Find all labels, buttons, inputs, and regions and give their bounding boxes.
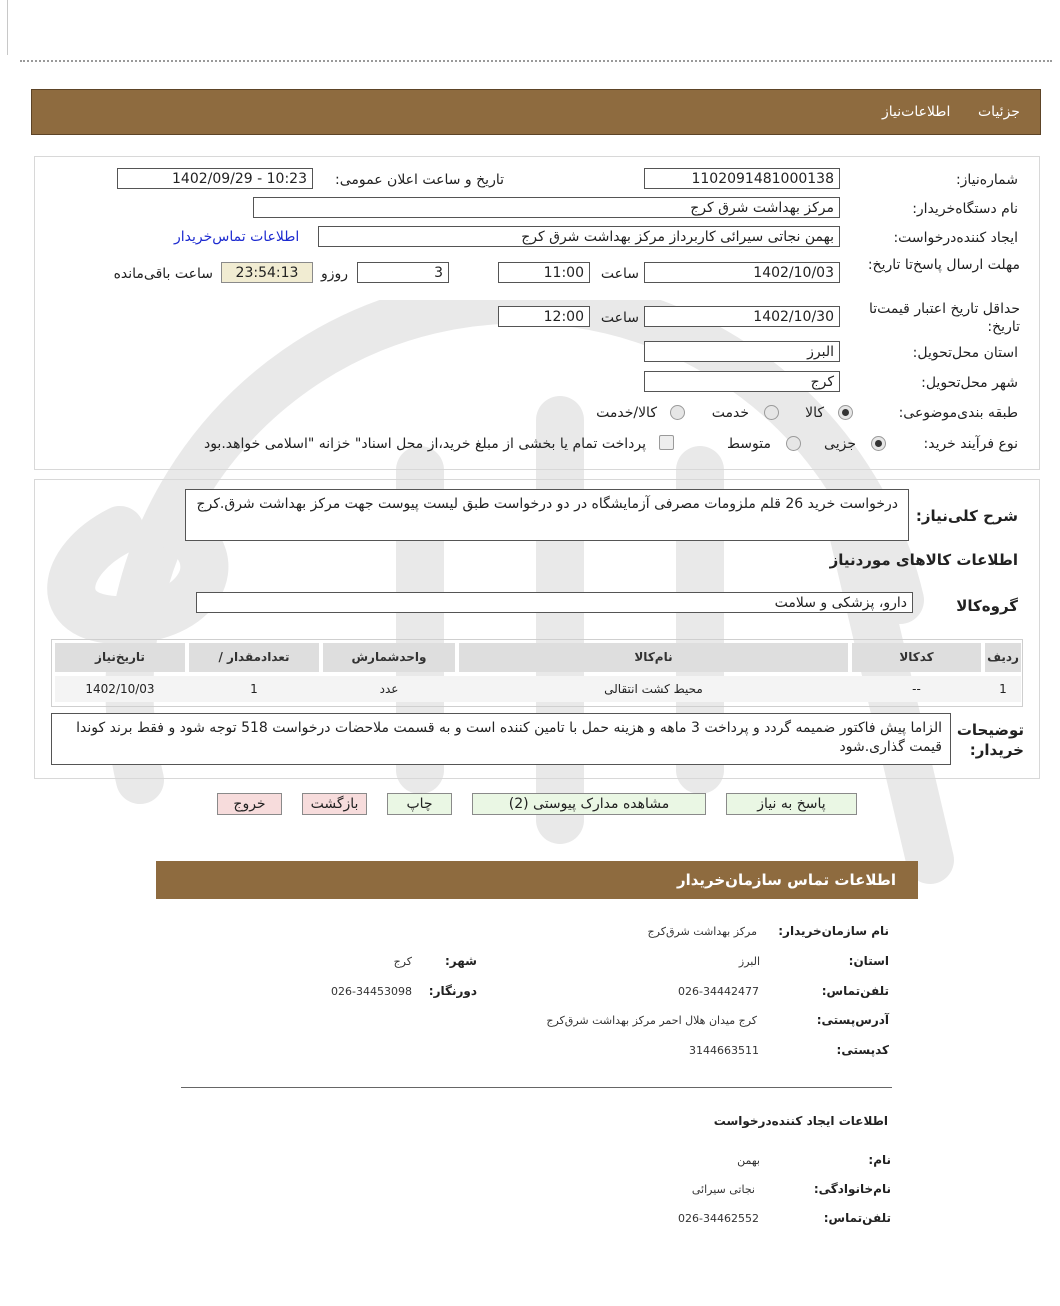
- remaining-label: ساعت باقی‌مانده: [113, 266, 213, 282]
- contact-divider: [181, 1087, 892, 1088]
- process-label: نوع فرآیند‌ خرید:: [923, 436, 1018, 452]
- validity-time-field: 12:00: [498, 306, 590, 327]
- contact-city-label: شهر:: [445, 954, 477, 968]
- summary-label: شرح کلی‌نیاز:: [915, 507, 1018, 525]
- th-code: کدکالا: [852, 643, 981, 672]
- remaining-time-field: 23:54:13: [221, 262, 313, 283]
- contact-province-label: استان:: [848, 954, 889, 968]
- print-button[interactable]: چاپ: [387, 793, 452, 815]
- postal-value: 3144663511: [689, 1044, 759, 1057]
- contact-city-value: کرج: [393, 955, 412, 968]
- address-label: آدرس‌پستی:: [816, 1013, 889, 1027]
- group-field: دارو، پزشکی و سلامت: [196, 592, 913, 613]
- category-goods-radio[interactable]: [838, 405, 853, 420]
- contact-province-value: البرز: [738, 955, 760, 968]
- buyer-org-field: مرکز بهداشت شرق کرج: [253, 197, 840, 218]
- process-medium-label: متوسط: [727, 436, 771, 452]
- creator-field: بهمن نجاتی سیرائی کاربرداز مرکز بهداشت شرق کرج: [318, 226, 840, 247]
- address-value: کرج میدان هلال احمر مرکز بهداشت شرق‌کرج: [546, 1014, 757, 1027]
- org-label: نام سازمان‌خریدار:: [778, 924, 889, 938]
- deadline-date-field: 1402/10/03: [644, 262, 840, 283]
- back-button[interactable]: بازگشت: [302, 793, 367, 815]
- notes-box: الزاما پیش فاکتور ضمیمه گردد و پرداخت 3 ماهه و هزینه حمل با تامین کننده است و به قسمت ملاحضات درخواست 518 توجه شود و فقط برند کوندا قیمت گذاری.شود: [51, 713, 951, 765]
- contact-title: اطلاعات تماس سازمان‌خریدار: [676, 871, 896, 889]
- payment-checkbox[interactable]: [659, 435, 674, 450]
- fax-value: 026-34453098: [331, 985, 412, 998]
- category-service-radio[interactable]: [764, 405, 779, 420]
- province-field: البرز: [644, 341, 840, 362]
- category-service-label: خدمت: [711, 405, 749, 421]
- process-medium-radio[interactable]: [786, 436, 801, 451]
- category-label: طبقه بندی‌موضوعی:: [898, 405, 1018, 421]
- tab-details[interactable]: جزئیات: [978, 104, 1020, 120]
- fax-label: دورنگار:: [428, 984, 477, 998]
- announce-label: تاریخ و ساعت اعلان عمومی:: [335, 172, 504, 188]
- th-name: نام‌کالا: [459, 643, 848, 672]
- tab-need-info[interactable]: اطلاعات‌نیاز: [882, 104, 951, 120]
- cell-row: 1: [999, 682, 1007, 696]
- family-label: نام‌خانوادگی:: [813, 1182, 891, 1196]
- deadline-time-field: 11:00: [498, 262, 590, 283]
- left-border: [7, 0, 8, 55]
- phone-value: 026-34442477: [678, 985, 759, 998]
- th-unit: واحدشمارش: [323, 643, 455, 672]
- creator-info-title: اطلاعات ایجاد کننده‌درخواست: [713, 1114, 888, 1128]
- category-goods-service-radio[interactable]: [670, 405, 685, 420]
- family-value: نجاتی سیرائی: [691, 1183, 755, 1196]
- summary-box: درخواست خرید 26 قلم ملزومات مصرفی آزمایشگاه در دو درخواست طبق لیست پیوست جهت مرکز بهداشت شرق.کرج: [185, 489, 909, 541]
- need-number-label: شماره‌نیاز:: [955, 172, 1018, 188]
- deadline-time-label: ساعت: [600, 266, 639, 282]
- name-value: بهمن: [737, 1154, 760, 1167]
- cell-unit: عدد: [379, 682, 399, 696]
- city-field: کرج: [644, 371, 840, 392]
- category-goods-label: کالا: [805, 405, 824, 421]
- buyer-org-label: نام دستگاه‌خریدار:: [912, 201, 1018, 217]
- name-label: نام:: [868, 1153, 891, 1167]
- need-number-field: 1102091481000138: [644, 168, 840, 189]
- buyer-contact-link[interactable]: اطلاعات تماس‌خریدار: [174, 229, 300, 245]
- postal-label: کدپستی:: [836, 1043, 889, 1057]
- exit-button[interactable]: خروج: [217, 793, 282, 815]
- cell-code: --: [912, 682, 921, 696]
- cell-name: محیط کشت انتقالی: [604, 682, 703, 696]
- days-field: 3: [357, 262, 449, 283]
- top-divider: [20, 60, 1052, 62]
- deadline-label: مهلت ارسال پاسخ‌تا تاریخ:: [867, 257, 1020, 273]
- city-label: شهر محل‌تحویل:: [921, 375, 1018, 391]
- org-value: مرکز بهداشت شرق‌کرج: [647, 925, 757, 938]
- validity-label: حداقل تاریخ اعتبار قیمت‌تا تاریخ:: [868, 301, 1020, 335]
- notes-label: توضیحات خریدار:: [956, 721, 1024, 759]
- creator-phone-value: 026-34462552: [678, 1212, 759, 1225]
- reply-button[interactable]: پاسخ به نیاز: [726, 793, 857, 815]
- goods-title: اطلاعات کالاهای موردنیاز: [829, 551, 1018, 569]
- days-label: روز‌و: [320, 266, 348, 282]
- th-qty: تعدادمقدار /: [189, 643, 319, 672]
- cell-date: 1402/10/03: [85, 682, 155, 696]
- validity-time-label: ساعت: [600, 310, 639, 326]
- payment-text: پرداخت تمام یا بخشی از مبلغ خرید،از محل اسناد" خزانه "اسلامی خواهد.بود: [203, 436, 646, 452]
- province-label: استان محل‌تحویل:: [912, 345, 1018, 361]
- announce-field: 1402/09/29 - 10:23: [117, 168, 313, 189]
- th-row: ردیف: [985, 643, 1021, 672]
- th-date: تاریخ‌نیاز: [55, 643, 185, 672]
- phone-label: تلفن‌تماس:: [821, 984, 889, 998]
- process-minor-label: جزیی: [824, 436, 856, 452]
- creator-label: ایجاد کننده‌درخواست:: [893, 230, 1018, 246]
- cell-qty: 1: [250, 682, 258, 696]
- group-label: گروه‌کالا: [956, 597, 1018, 615]
- process-minor-radio[interactable]: [871, 436, 886, 451]
- creator-phone-label: تلفن‌تماس:: [823, 1211, 891, 1225]
- category-goods-service-label: کالا/خدمت: [596, 405, 657, 421]
- validity-date-field: 1402/10/30: [644, 306, 840, 327]
- attachments-button[interactable]: مشاهده مدارک پیوستی (2): [472, 793, 706, 815]
